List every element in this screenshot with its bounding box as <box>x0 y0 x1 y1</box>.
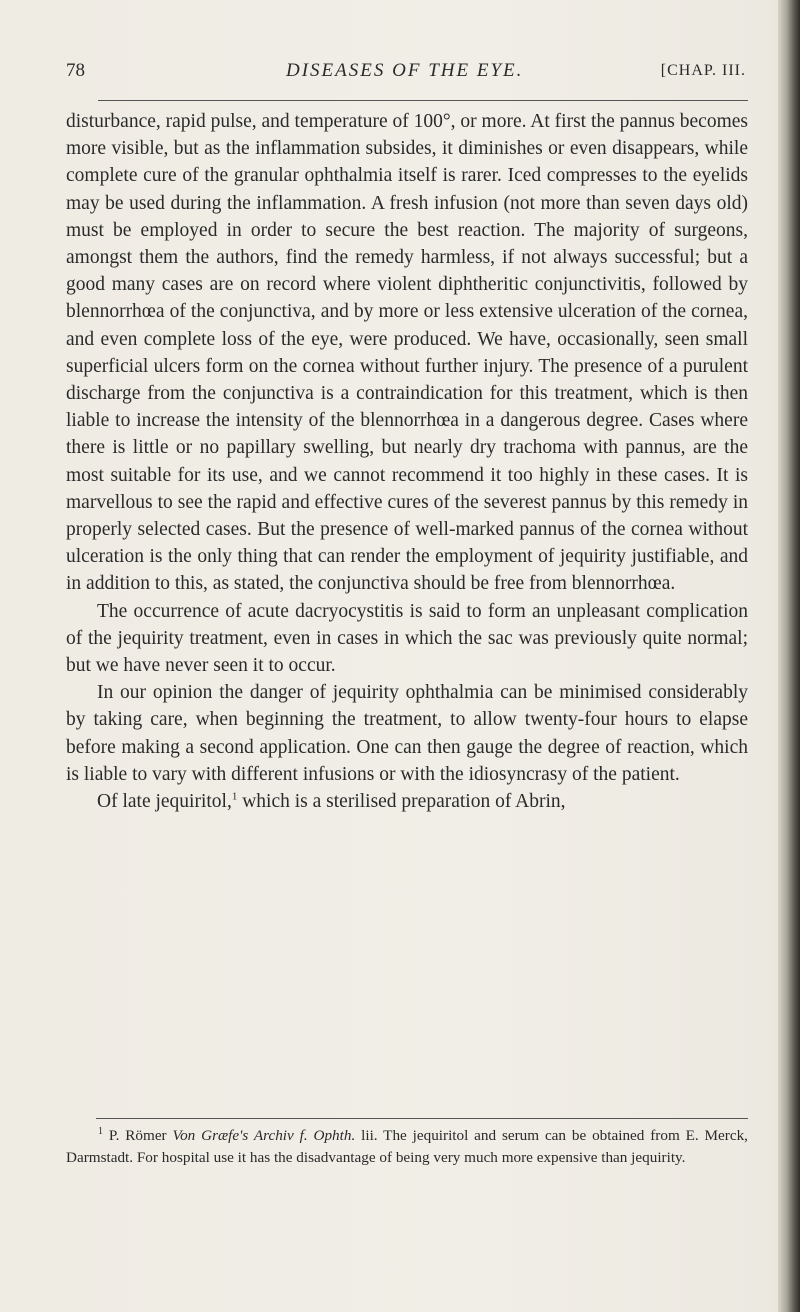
header-rule <box>98 100 748 101</box>
paragraph: The occurrence of acute dacryocystitis is said to form an unpleasant complication of the jequirity treatment, even in cases in which the sac was previously quite normal; but we have never seen it to occur. <box>66 600 748 677</box>
running-head <box>66 60 746 86</box>
footnote-rule <box>96 1118 748 1119</box>
footnote-text: lii. The jequiritol and serum can be obtained from E. Merck, Darmstadt. For hospital use it has the disadvantage of being very much more expensive than jequirity. <box>66 1127 748 1166</box>
footnote-text: P. Römer <box>103 1127 173 1144</box>
paragraph-text: Of late jequiritol, <box>97 791 232 813</box>
running-title: DISEASES OF THE EYE. <box>286 60 524 81</box>
page-gutter-shadow <box>778 0 800 1312</box>
footnote-citation: Von Græfe's Archiv f. Ophth. <box>172 1127 356 1144</box>
paragraph: disturbance, rapid pulse, and temperature of 100°, or more. At first the pannus becomes more visible, but as the inflammation subsides, it diminishes or even disappears, while complete cure of the granular ophthalmia itself is rarer. Iced compresses to the eyelids may be used during the inflammation. A fresh infusion (not more than seven days old) must be employed in order to secure the best reaction. The majority of surgeons, amongst them the authors, find the remedy harmless, if not always successful; but a good many cases are on record where violent diphtheritic conjunctivitis, followed by blennorrhœa of the conjunctiva, and by more or less extensive ulceration of the cornea, and even complete loss of the eye, were produced. We have, occasionally, seen small superficial ulcers form on the cornea without further injury. The presence of a purulent discharge from the conjunctiva is a contraindication for this treatment, which is then liable to increase the intensity of the blennorrhœa in a dangerous degree. Cases where there is little or no papillary swelling, but nearly dry trachoma with pannus, are the most suitable for its use, and we cannot recommend it too highly in these cases. It is marvellous to see the rapid and effective cures of the severest pannus by this remedy in properly selected cases. But the presence of well-marked pannus of the cornea without ulceration is the only thing that can render the employment of jequirity justifiable, and in addition to this, as stated, the conjunctiva should be free from blennorrhœa. <box>66 111 748 595</box>
paragraph: In our opinion the danger of jequirity ophthalmia can be minimised considerably by taking care, when beginning the treatment, to allow twenty-four hours to elapse before making a second application. One can then gauge the degree of reaction, which is liable to vary with different infusions or with the idiosyncrasy of the patient. <box>66 682 748 785</box>
chapter-label: [CHAP. III. <box>660 62 746 79</box>
paragraph <box>66 788 748 815</box>
footnote-marker: 1 <box>98 1125 103 1137</box>
paragraph-text: which is a sterilised preparation of Abrin, <box>237 791 566 813</box>
footnote-reference: 1 <box>231 790 238 803</box>
body-text <box>66 108 748 815</box>
page-number: 78 <box>66 60 85 81</box>
footnote <box>66 1125 748 1169</box>
